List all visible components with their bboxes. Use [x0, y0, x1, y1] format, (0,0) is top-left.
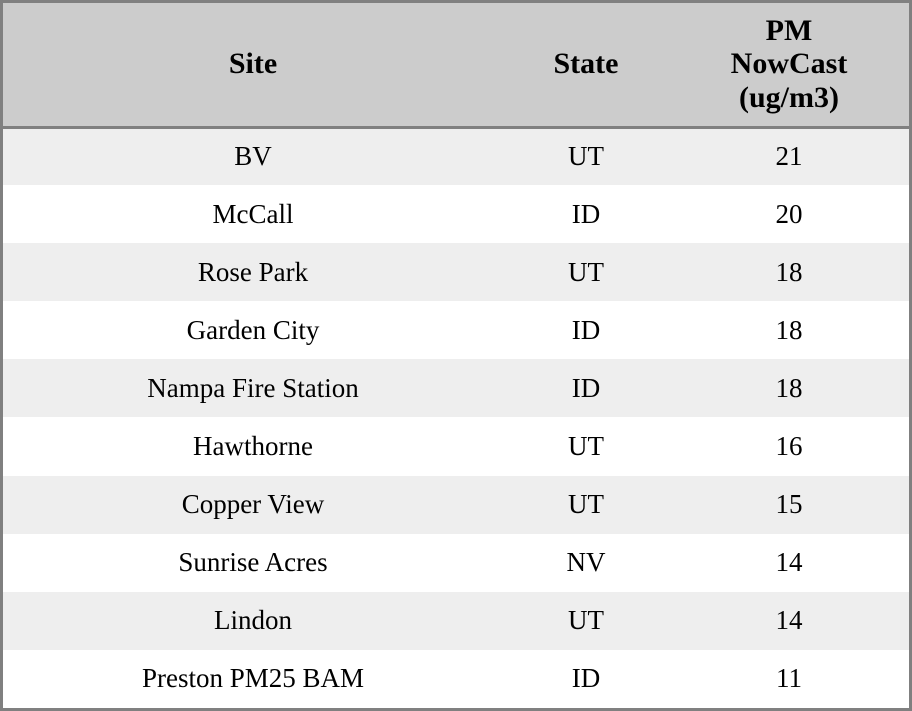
table-row: [3, 417, 909, 475]
cell-value: 14: [669, 534, 909, 592]
cell-value: 14: [669, 592, 909, 650]
column-header-pm-nowcast-line2: NowCast: [730, 47, 848, 81]
cell-site: BV: [3, 127, 503, 185]
cell-site: Sunrise Acres: [3, 534, 503, 592]
column-header-pm-nowcast-line3: (ug/m3): [739, 81, 839, 115]
table-body: [3, 127, 909, 708]
table-row: [3, 476, 909, 534]
cell-value: 11: [669, 650, 909, 708]
table-row: [3, 301, 909, 359]
cell-state: ID: [503, 359, 669, 417]
table-header: [3, 3, 909, 127]
table-row: [3, 534, 909, 592]
cell-site: Lindon: [3, 592, 503, 650]
cell-value: 21: [669, 127, 909, 185]
column-header-pm-nowcast-line1: PM: [765, 13, 813, 47]
cell-state: UT: [503, 476, 669, 534]
cell-state: NV: [503, 534, 669, 592]
table-row: [3, 359, 909, 417]
cell-site: Preston PM25 BAM: [3, 650, 503, 708]
cell-site: Garden City: [3, 301, 503, 359]
cell-site: Hawthorne: [3, 417, 503, 475]
cell-site: Copper View: [3, 476, 503, 534]
cell-site: Rose Park: [3, 243, 503, 301]
cell-state: UT: [503, 127, 669, 185]
cell-value: 15: [669, 476, 909, 534]
cell-value: 20: [669, 185, 909, 243]
cell-value: 18: [669, 243, 909, 301]
column-header-pm-nowcast: [669, 3, 909, 127]
cell-state: ID: [503, 301, 669, 359]
table-header-row: [3, 3, 909, 127]
table-row: [3, 650, 909, 708]
cell-state: UT: [503, 592, 669, 650]
cell-state: UT: [503, 417, 669, 475]
cell-value: 18: [669, 301, 909, 359]
table-row: [3, 243, 909, 301]
table-row: [3, 127, 909, 185]
cell-state: ID: [503, 185, 669, 243]
cell-state: UT: [503, 243, 669, 301]
column-header-site: Site: [3, 3, 503, 127]
cell-site: McCall: [3, 185, 503, 243]
table-row: [3, 185, 909, 243]
air-quality-table: [3, 3, 909, 708]
cell-site: Nampa Fire Station: [3, 359, 503, 417]
column-header-state: State: [503, 3, 669, 127]
cell-value: 16: [669, 417, 909, 475]
table-row: [3, 592, 909, 650]
cell-value: 18: [669, 359, 909, 417]
cell-state: ID: [503, 650, 669, 708]
